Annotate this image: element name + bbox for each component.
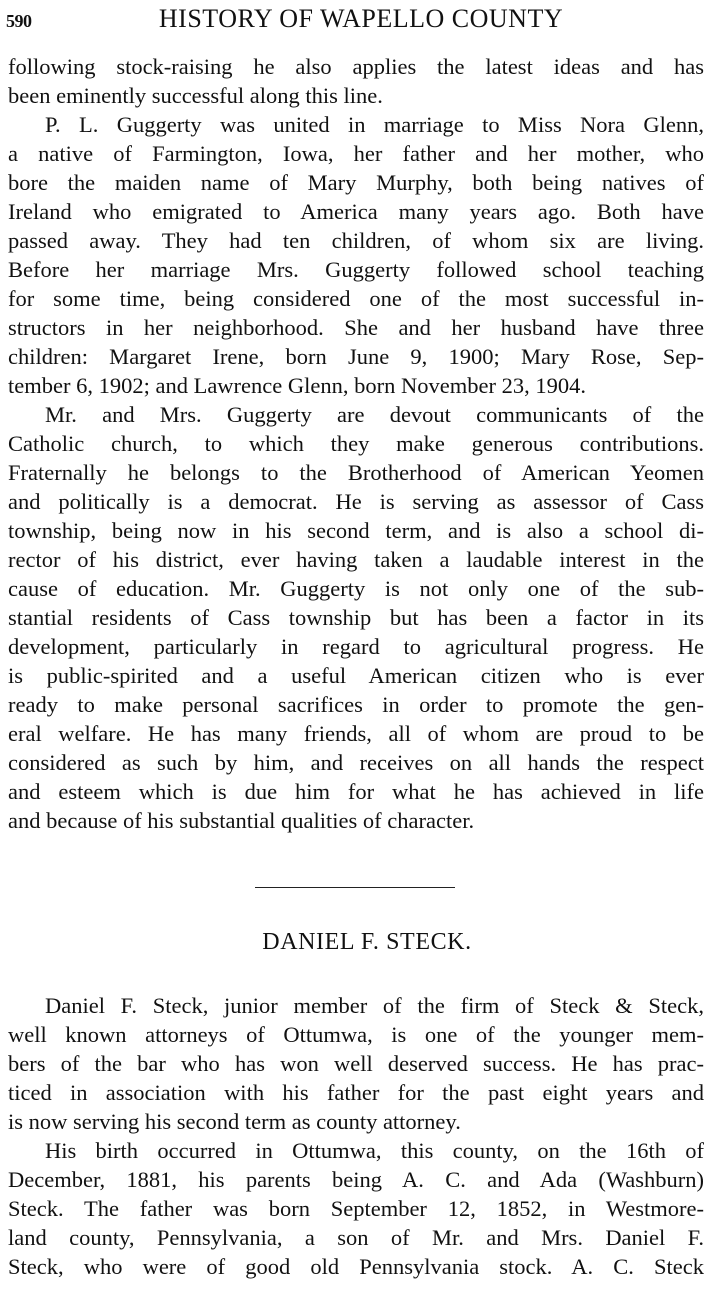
text-line: Steck. The father was born September 12, 1852, in Westmore- (8, 1196, 704, 1221)
section-title: DANIEL F. STECK. (262, 929, 472, 955)
text-line: rector of his district, ever having taken a laudable interest in the (8, 547, 704, 572)
text-line: passed away. They had ten children, of whom six are living. (8, 228, 704, 253)
text-line: and because of his substantial qualities of character. (8, 808, 475, 833)
text-line: His birth occurred in Ottumwa, this county, on the 16th of (45, 1138, 704, 1163)
text-line: Catholic church, to which they make generous contributions. (8, 431, 704, 456)
text-line: tember 6, 1902; and Lawrence Glenn, born November 23, 1904. (8, 373, 586, 398)
text-line: Steck, who were of good old Pennsylvania stock. A. C. Steck (8, 1254, 704, 1279)
page-header (6, 4, 706, 34)
text-line: eral welfare. He has many friends, all of whom are proud to be (8, 721, 704, 746)
text-line: and politically is a democrat. He is serving as assessor of Cass (8, 489, 704, 514)
text-line: is now serving his second term as county attorney. (8, 1109, 461, 1134)
text-line: considered as such by him, and receives on all hands the respect (8, 750, 704, 775)
text-line: a native of Farmington, Iowa, her father and her mother, who (8, 141, 704, 166)
text-line: development, particularly in regard to agricultural progress. He (8, 634, 704, 659)
text-line: bore the maiden name of Mary Murphy, both being natives of (8, 170, 704, 195)
text-line: Fraternally he belongs to the Brotherhood of American Yeomen (8, 460, 704, 485)
text-line: structors in her neighborhood. She and her husband have three (8, 315, 704, 340)
text-line: Before her marriage Mrs. Guggerty followed school teaching (8, 257, 704, 282)
text-line: ready to make personal sacrifices in order to promote the gen- (8, 692, 704, 717)
page-number: 590 (6, 11, 32, 31)
text-line: been eminently successful along this line. (8, 83, 383, 108)
text-line: Daniel F. Steck, junior member of the firm of Steck & Steck, (45, 993, 704, 1018)
text-line: Mr. and Mrs. Guggerty are devout communicants of the (45, 402, 704, 427)
text-line: P. L. Guggerty was united in marriage to Miss Nora Glenn, (45, 112, 704, 137)
text-line: December, 1881, his parents being A. C. and Ada (Washburn) (8, 1167, 704, 1192)
text-line: is public-spirited and a useful American citizen who is ever (8, 663, 704, 688)
text-line: cause of education. Mr. Guggerty is not only one of the sub- (8, 576, 704, 601)
text-line: children: Margaret Irene, born June 9, 1900; Mary Rose, Sep- (8, 344, 704, 369)
running-head: HISTORY OF WAPELLO COUNTY (158, 4, 564, 33)
text-line: Ireland who emigrated to America many years ago. Both have (8, 199, 704, 224)
text-line: township, being now in his second term, and is also a school di- (8, 518, 704, 543)
text-line: following stock-raising he also applies the latest ideas and has (8, 54, 704, 79)
text-line: well known attorneys of Ottumwa, is one of the younger mem- (8, 1022, 704, 1047)
text-line: bers of the bar who has won well deserved success. He has prac- (8, 1051, 704, 1076)
text-line: ticed in association with his father for the past eight years and (8, 1080, 704, 1105)
text-line: land county, Pennsylvania, a son of Mr. and Mrs. Daniel F. (8, 1225, 704, 1250)
text-line: for some time, being considered one of the most successful in- (8, 286, 704, 311)
text-line: stantial residents of Cass township but has been a factor in its (8, 605, 704, 630)
text-line: and esteem which is due him for what he has achieved in life (8, 779, 704, 804)
section-divider (255, 887, 455, 888)
